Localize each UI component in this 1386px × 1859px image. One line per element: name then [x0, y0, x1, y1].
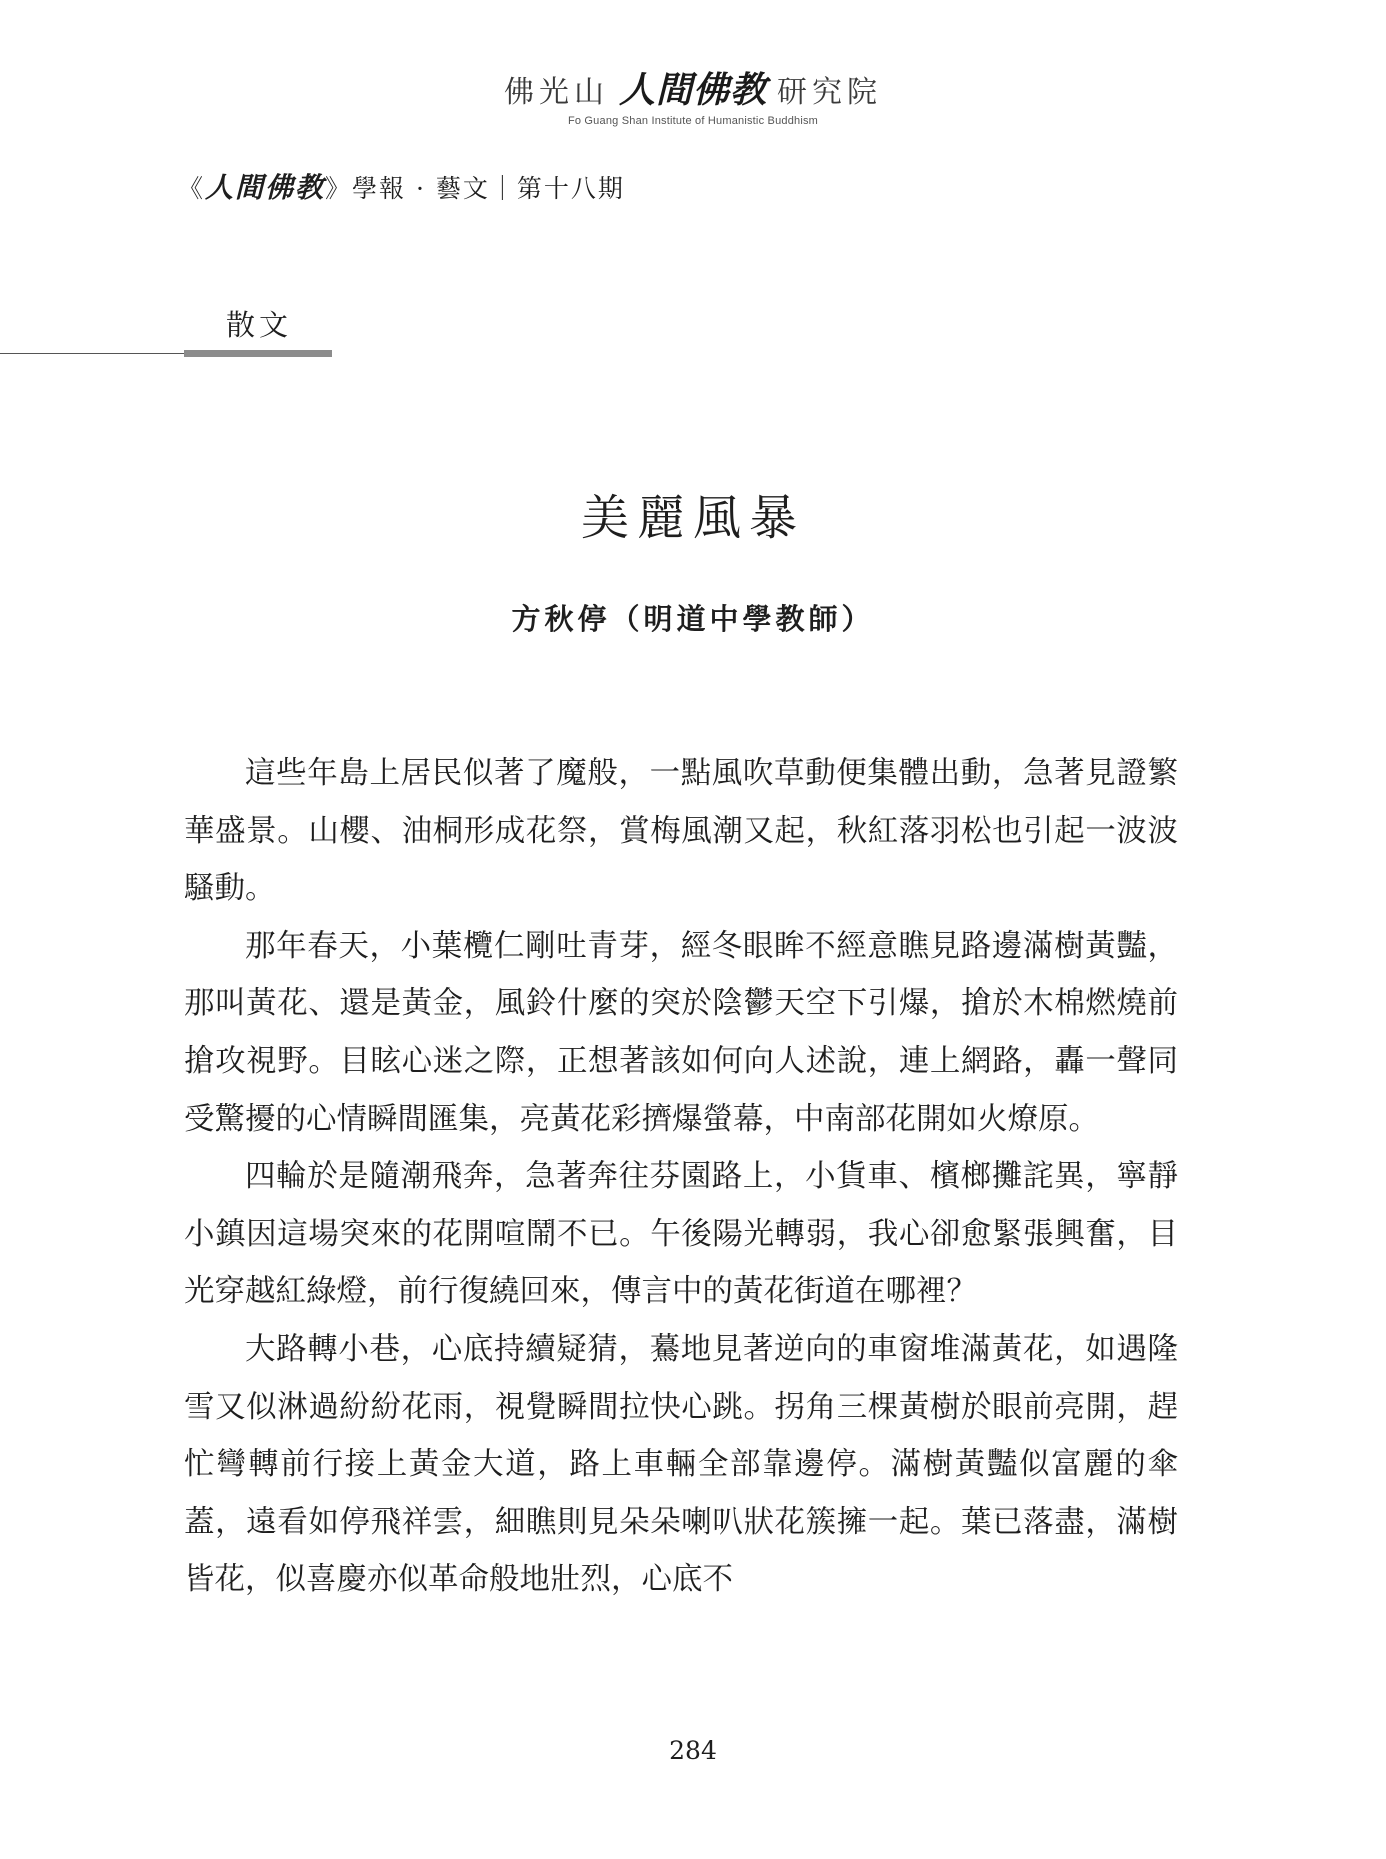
journal-title: 人間佛教: [205, 171, 326, 204]
journal-issue-info: 學報 · 藝文｜第十八期: [352, 174, 625, 203]
body-paragraph: 大路轉小巷，心底持續疑猜，驀地見著逆向的車窗堆滿黃花，如遇隆雪又似淋過紛紛花雨，視覺瞬間拉快心跳。拐角三棵黃樹於眼前亮開，趕忙彎轉前行接上黃金大道，路上車輛全部靠邊停。滿樹黃豔似富麗的傘蓋，遠看如停飛祥雲，細瞧則見朵朵喇叭狀花簇擁一起。葉已落盡，滿樹皆花，似喜慶亦似革命般地壯烈，心底不: [184, 1331, 1178, 1598]
article-title: 美麗風暴: [580, 490, 805, 546]
institute-logo: 人間佛教: [618, 69, 767, 111]
body-paragraph: 四輪於是隨潮飛奔，急著奔往芬園路上，小貨車、檳榔攤詫異，寧靜小鎮因這場突來的花開喧鬧不已。午後陽光轉弱，我心卻愈緊張興奮，目光穿越紅綠燈，前行復繞回來，傳言中的黃花街道在哪裡？: [184, 1159, 1178, 1310]
section-label: 散文: [226, 308, 293, 342]
body-paragraph: 這些年島上居民似著了魔般，一點風吹草動便集體出動，急著見證繁華盛景。山櫻、油桐形成花祭，賞梅風潮又起，秋紅落羽松也引起一波波騷動。: [184, 756, 1178, 907]
institute-header: [0, 62, 1386, 127]
journal-close-bracket: 》: [325, 174, 353, 203]
article-author: 方秋停（明道中學教師）: [511, 602, 875, 636]
journal-open-bracket: 《: [178, 174, 206, 203]
institute-english-name: Fo Guang Shan Institute of Humanistic Buddhism: [567, 115, 819, 127]
section-underline: [184, 350, 332, 357]
journal-running-head: [178, 166, 625, 206]
institute-name-prefix: 佛光山: [503, 75, 609, 110]
article-body: [184, 745, 1178, 1609]
institute-name-suffix: 研究院: [777, 75, 882, 110]
body-paragraph: 那年春天，小葉欖仁剛吐青芽，經冬眼眸不經意瞧見路邊滿樹黃豔，那叫黃花、還是黃金，風鈴什麼的突於陰鬱天空下引爆，搶於木棉燃燒前搶攻視野。目眩心迷之際，正想著該如何向人述說，連上網路，轟一聲同受驚擾的心情瞬間匯集，亮黃花彩擠爆螢幕，中南部花開如火燎原。: [184, 928, 1178, 1137]
page-number: 284: [669, 1736, 717, 1765]
institute-name: [504, 62, 882, 113]
